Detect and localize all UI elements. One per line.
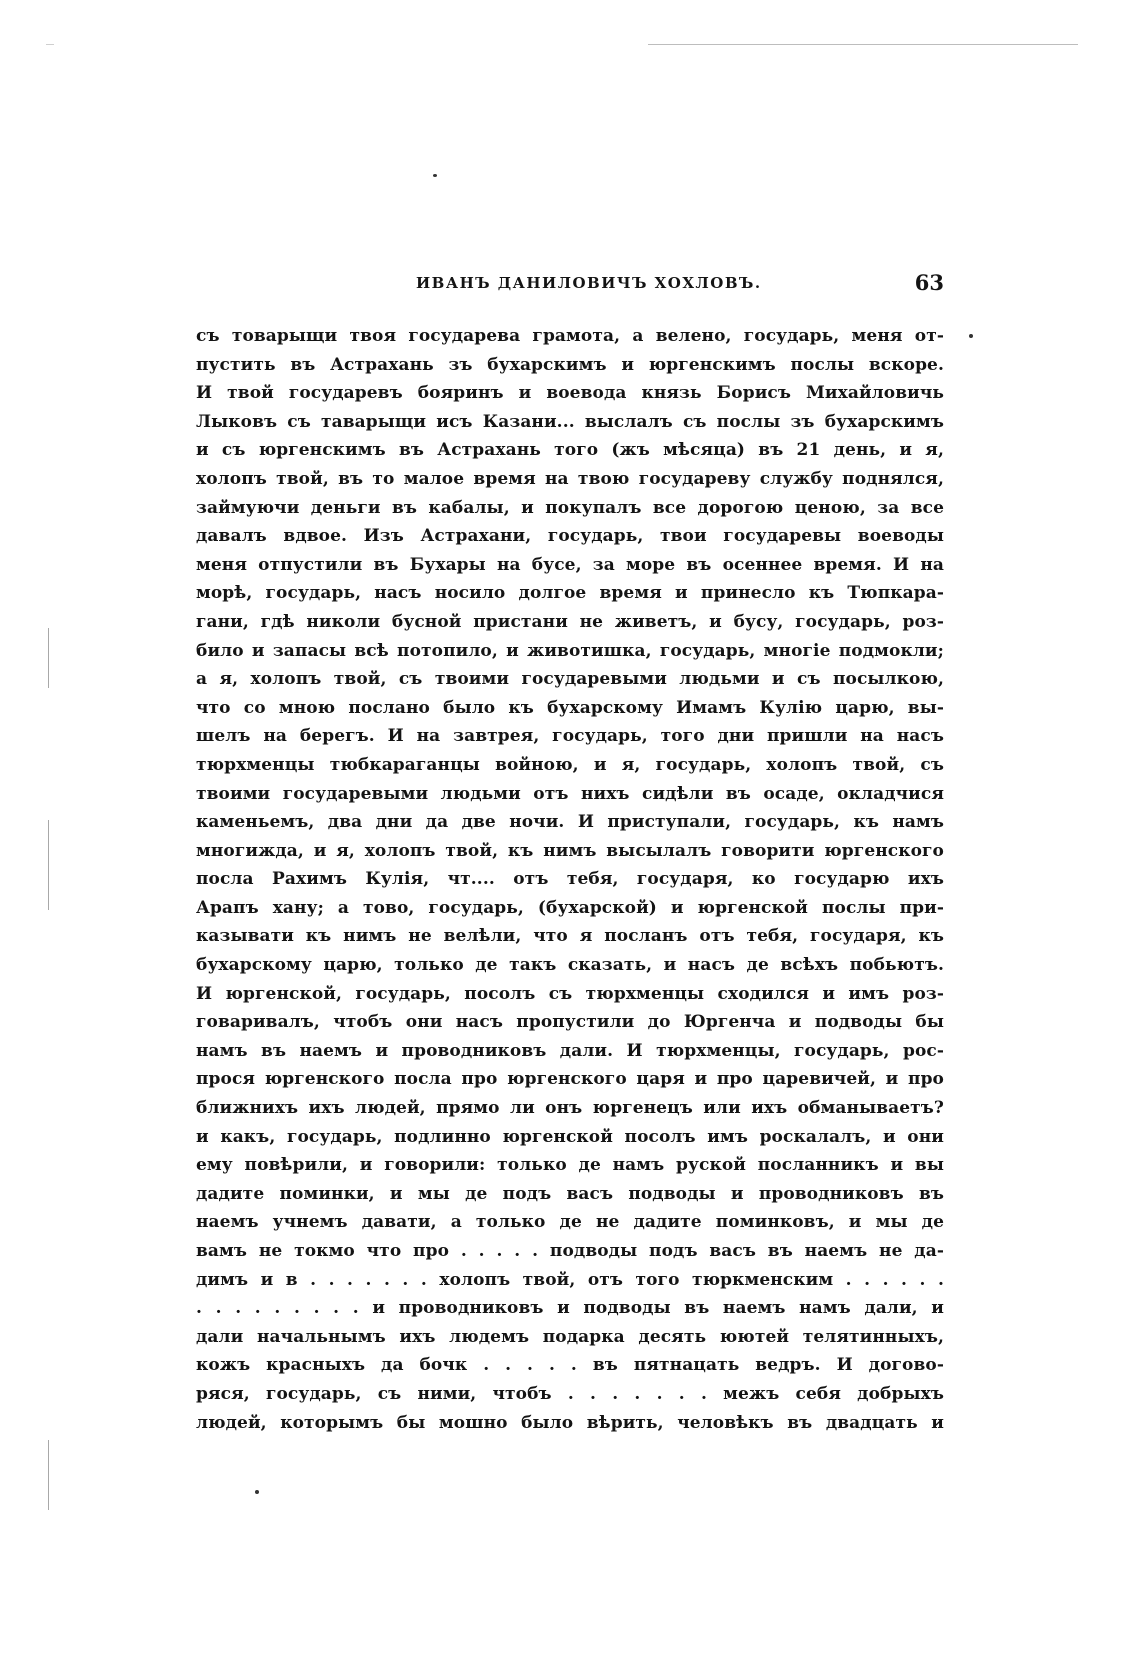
text-line: кожъ красныхъ да бочк . . . . . въ пятнацать ведръ. И догово- [196,1355,944,1376]
body-text [196,322,944,1437]
scan-left-mark [48,1440,49,1510]
text-line: Лыковъ съ таварыщи исъ Казани... выслалъ съ послы зъ бухарскимъ [196,411,944,432]
text-line: ближнихъ ихъ людей, прямо ли онъ юргенецъ или ихъ обманываетъ? [196,1098,944,1119]
text-line: займуючи деньги въ кабалы, и покупалъ все дорогою ценою, за все [196,497,944,518]
text-line: людей, которымъ бы мошно было вѣрить, человѣкъ въ двадцать и [196,1412,944,1433]
scan-edge-mark [46,44,54,45]
scan-left-mark [48,820,49,910]
text-line: И твой государевъ бояринъ и воевода князь Борисъ Михайловичь [196,383,944,404]
text-line: меня отпустили въ Бухары на бусе, за море въ осеннее время. И на [196,554,944,575]
text-line: что со мною послано было къ бухарскому Имамъ Кулію царю, вы- [196,697,944,718]
text-line: вамъ не токмо что про . . . . . подводы подъ васъ въ наемъ не да- [196,1241,944,1261]
text-line: гани, гдѣ николи бусной пристани не живетъ, и бусу, государь, роз- [196,611,944,632]
text-line: посла Рахимъ Кулія, чт.... отъ тебя, государя, ко государю ихъ [196,869,944,890]
text-line: многижда, и я, холопъ твой, къ нимъ высылалъ говорити юргенского [196,840,944,861]
text-line: ряся, государь, съ ними, чтобъ . . . . . . . межъ себя добрыхъ [196,1383,944,1404]
text-line: шелъ на берегъ. И на завтрея, государь, того дни пришли на насъ [196,726,944,747]
text-line: холопъ твой, въ то малое время на твою государеву службу поднялся, [196,468,944,489]
text-line: а я, холопъ твой, съ твоими государевыми людьми и съ посылкою, [196,669,944,690]
page-header [196,270,944,300]
running-title: ИВАНЪ ДАНИЛОВИЧЪ ХОХЛОВЪ. [416,274,762,292]
text-line: и какъ, государь, подлинно юргенской посолъ имъ роскалалъ, и они [196,1126,944,1147]
text-line: и съ юргенскимъ въ Астрахань того (жъ мѣсяца) въ 21 день, и я, [196,440,944,461]
text-line: димъ и в . . . . . . . холопъ твой, отъ того тюркменским . . . . . . [196,1269,944,1290]
text-line: И юргенской, государь, посолъ съ тюрхменцы сходился и имъ роз- [196,983,944,1004]
text-line: съ товарыщи твоя государева грамота, а велено, государь, меня от- [196,326,944,346]
scan-speck [433,174,437,177]
text-line: морѣ, государь, насъ носило долгое время и принесло къ Тюпкара- [196,583,944,604]
text-line: говаривалъ, чтобъ они насъ пропустили до Юргенча и подводы бы [196,1012,944,1033]
text-line: прося юргенского посла про юргенского царя и про царевичей, и про [196,1069,944,1090]
text-line: каменьемъ, два дни да две ночи. И приступали, государь, къ намъ [196,812,944,833]
text-line: бухарскому царю, только де такъ сказать, и насъ де всѣхъ побьютъ. [196,955,944,976]
text-line: . . . . . . . . . и проводниковъ и подводы въ наемъ намъ дали, и [196,1298,944,1319]
text-line: давалъ вдвое. Изъ Астрахани, государь, твои государевы воеводы [196,526,944,547]
page-number: 63 [914,270,944,295]
text-line: дадите поминки, и мы де подъ васъ подводы и проводниковъ въ [196,1183,944,1204]
text-line: тюрхменцы тюбкараганцы войною, и я, государь, холопъ твой, съ [196,754,944,775]
text-line: пустить въ Астрахань зъ бухарскимъ и юргенскимъ послы вскоре. [196,354,944,375]
scan-edge-line [648,44,1078,45]
text-line: намъ въ наемъ и проводниковъ дали. И тюрхменцы, государь, рос- [196,1040,944,1061]
text-line: казывати къ нимъ не велѣли, что я посланъ отъ тебя, государя, къ [196,926,944,947]
text-line: дали начальнымъ ихъ людемъ подарка десять юютей телятинныхъ, [196,1326,944,1347]
text-line: ему повѣрили, и говорили: только де намъ руской посланникъ и вы [196,1155,944,1176]
scan-speck [969,334,973,338]
text-line: наемъ учнемъ давати, а только де не дадите поминковъ, и мы де [196,1212,944,1233]
text-line: твоими государевыми людьми отъ нихъ сидѣли въ осаде, окладчися [196,783,944,804]
scan-left-mark [48,628,49,688]
text-line: било и запасы всѣ потопило, и животишка, государь, многіе подмокли; [196,640,944,661]
scan-speck [255,1490,259,1494]
text-line: Арапъ хану; а тово, государь, (бухарской) и юргенской послы при- [196,897,944,918]
